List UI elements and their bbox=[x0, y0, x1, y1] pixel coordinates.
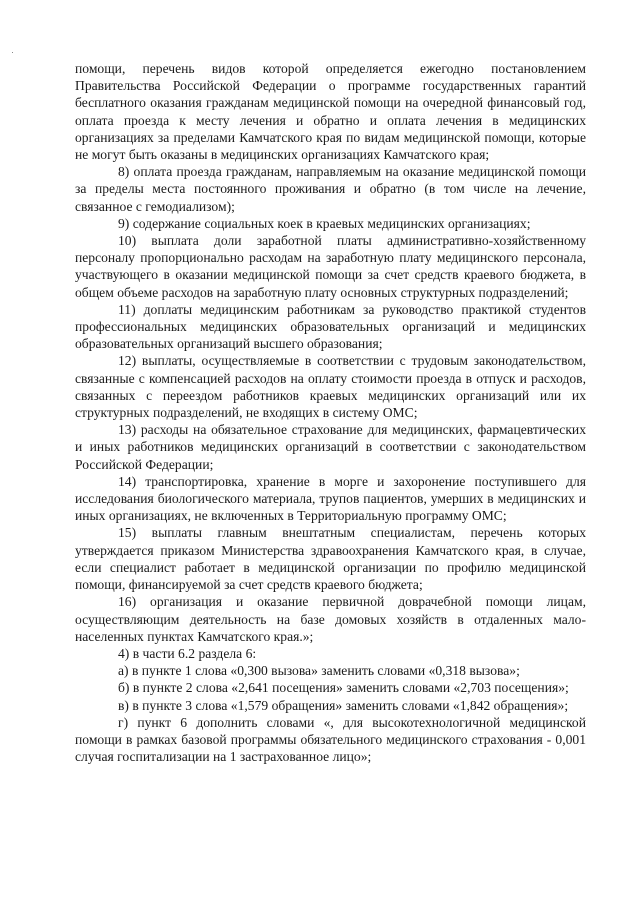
paragraph-subitem-g: г) пункт 6 дополнить словами «, для высокотехнологичной медицинской помощи в рамках базовой программы обязательного медицинского страхования - 0,001 случая госпитализации на 1 застрахованное лицо»; bbox=[75, 714, 586, 765]
paragraph-continuation: помощи, перечень видов которой определяется ежегодно постановлением Правительства Российской Федерации о программе государственных гарантий бесплатного оказания гражданам медицинской помощи на очередной финансовый год, оплата проезда к месту лечения и обратно и оплата лечения в медицинских организациях за пределами Камчатского края по видам медицинской помощи, которые не могут быть оказаны в медицинских организациях Камчатского края; bbox=[75, 61, 586, 163]
document-page bbox=[75, 60, 586, 765]
paragraph-item-14: 14) транспортировка, хранение в морге и захоронение поступившего для исследования биологического материала, трупов пациентов, умерших в медицинских и иных организациях, не включенных в Территориальную программу ОМС; bbox=[75, 473, 586, 524]
paragraph-item-12: 12) выплаты, осуществляемые в соответствии с трудовым законодательством, связанные с компенсацией расходов на оплату стоимости проезда в отпуск и расходов, связанных с переездом работников краевых медицинских организаций или их структурных подразделений, не входящих в систему ОМС; bbox=[75, 353, 586, 421]
paragraph-subitem-a: а) в пункте 1 слова «0,300 вызова» заменить словами «0,318 вызова»; bbox=[118, 663, 520, 679]
paragraph-item-13: 13) расходы на обязательное страхование для медицинских, фармацевтических и иных работников медицинских организаций в соответствии с законодательством Российской Федерации; bbox=[75, 422, 586, 472]
paragraph-item-8: 8) оплата проезда гражданам, направляемым на оказание медицинской помощи за пределы места постоянного проживания и обратно (в том числе на лечение, связанное с гемодиализом); bbox=[75, 164, 586, 214]
paragraph-subitem-b: б) в пункте 2 слова «2,641 посещения» заменить словами «2,703 посещения»; bbox=[118, 680, 569, 696]
paragraph-amendment-4: 4) в части 6.2 раздела 6: bbox=[118, 645, 257, 661]
paragraph-item-15: 15) выплаты главным внештатным специалистам, перечень которых утверждается приказом Министерства здравоохранения Камчатского края, в случае, если специалист работает в медицинской организации по профилю медицинской помощи, финансируемой за счет средств краевого бюджета; bbox=[75, 525, 586, 593]
paragraph-subitem-v: в) в пункте 3 слова «1,579 обращения» заменить словами «1,842 обращения»; bbox=[118, 697, 569, 713]
paragraph-item-9: 9) содержание социальных коек в краевых медицинских организациях; bbox=[118, 215, 531, 231]
scan-speck bbox=[12, 52, 13, 53]
paragraph-item-10: 10) выплата доли заработной платы административно-хозяйственному персоналу пропорционально расходам на заработную плату медицинского персонала, участвующего в оказании медицинской помощи за счет средств краевого бюджета, в общем объеме расходов на заработную плату основных структурных подразделений; bbox=[75, 233, 586, 300]
paragraph-item-16: 16) организация и оказание первичной доврачебной помощи лицам, осуществляющим деятельность на базе домовых хозяйств в отдаленных малонаселенных пунктах Камчатского края.»; bbox=[75, 594, 586, 644]
paragraph-item-11: 11) доплаты медицинским работникам за руководство практикой студентов профессиональных медицинских образовательных организаций и медицинских образовательных организаций высшего образования; bbox=[75, 301, 586, 352]
